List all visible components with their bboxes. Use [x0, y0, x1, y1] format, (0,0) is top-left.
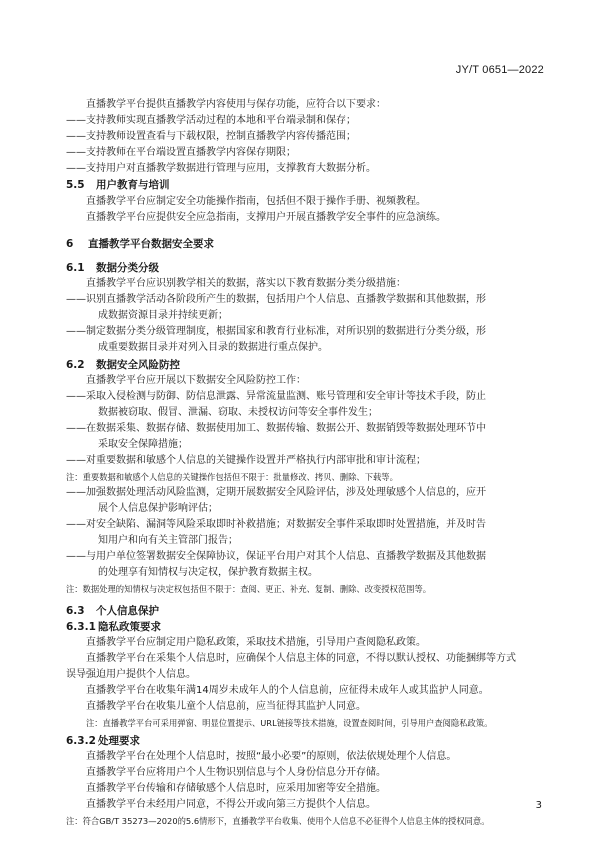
heading-text: 数据分类分级 [96, 262, 159, 274]
clause-heading [66, 238, 214, 250]
paragraph: 直播教学平台在采集个人信息时，应确保个人信息主体的同意，不得以默认授权、功能捆绑等方式 [86, 653, 516, 664]
paragraph: 直播教学平台应制定安全功能操作指南，包括但不限于操作手册、视频教程。 [86, 196, 426, 207]
list-item: 误导强迫用户提供个人信息。 [66, 669, 196, 680]
list-item-continuation: 成重要数据目录并对列入目录的数据进行重点保护。 [98, 342, 328, 353]
paragraph: 直播教学平台应制定用户隐私政策，采取技术措施，引导用户查阅隐私政策。 [86, 637, 426, 648]
list-item-continuation: 知用户和向有关主管部门报告； [98, 535, 238, 546]
note: 注：直播教学平台可采用弹窗、明显位置提示、URL链接等技术措施，设置查阅时间，引导用户查阅隐私政策。 [86, 718, 493, 728]
list-item: ——加强数据处理活动风险监测，定期开展数据安全风险评估，涉及处理敏感个人信息的，应开 [66, 487, 486, 498]
heading-text: 隐私政策要求 [98, 621, 161, 633]
subclause-heading [66, 359, 180, 371]
standard-number: JY/T 0651—2022 [455, 64, 544, 76]
paragraph: 直播教学平台传输和存储敏感个人信息时，应采用加密等安全措施。 [86, 783, 386, 794]
paragraph: 直播教学平台在处理个人信息时，按照“最小必要”的原则，依法依规处理个人信息。 [86, 751, 457, 762]
heading-number: 6.3 [66, 605, 85, 617]
heading-text: 用户教育与培训 [96, 179, 170, 191]
heading-text: 数据安全风险防控 [96, 359, 180, 371]
heading-text: 直播教学平台数据安全要求 [88, 238, 214, 250]
paragraph: 直播教学平台未经用户同意，不得公开或向第三方提供个人信息。 [86, 799, 376, 810]
paragraph: 直播教学平台在收集儿童个人信息前，应当征得其监护人同意。 [86, 701, 366, 712]
paragraph: 直播教学平台应提供安全应急指南，支撑用户开展直播教学安全事件的应急演练。 [86, 212, 446, 223]
page-number: 3 [535, 800, 542, 811]
heading-number: 6.3.2 [66, 735, 96, 747]
paragraph: 直播教学平台应开展以下数据安全风险防控工作： [86, 375, 306, 386]
heading-number: 5.5 [66, 179, 85, 191]
paragraph: 直播教学平台应识别教学相关的数据，落实以下教育数据分类分级措施： [86, 278, 406, 289]
subclause-heading [66, 262, 159, 274]
list-item: ——制定数据分类分级管理制度，根据国家和教育行业标准，对所识别的数据进行分类分级，形 [66, 326, 486, 337]
paragraph: 直播教学平台提供直播教学内容使用与保存功能，应符合以下要求： [86, 99, 386, 110]
heading-number: 6 [66, 238, 74, 250]
paragraph: 直播教学平台应将用户个人生物识别信息与个人身份信息分开存储。 [86, 767, 386, 778]
list-item: ——支持教师设置查看与下载权限，控制直播教学内容传播范围； [66, 131, 356, 142]
heading-number: 6.1 [66, 262, 85, 274]
note: 注：数据处理的知情权与决定权包括但不限于：查阅、更正、补充、复制、删除、改变授权范围等。 [66, 584, 432, 594]
heading-number: 6.2 [66, 359, 85, 371]
heading-text: 个人信息保护 [96, 605, 159, 617]
subclause-heading [66, 605, 159, 617]
list-item-continuation: 的处理享有知情权与决定权，保护教育数据主权。 [98, 567, 318, 578]
list-item-continuation: 采取安全保障措施； [98, 439, 188, 450]
list-item: ——对重要数据和敏感个人信息的关键操作设置并严格执行内部审批和审计流程； [66, 455, 426, 466]
list-item-continuation: 数据被窃取、假冒、泄漏、窃取、未授权访问等安全事件发生； [98, 407, 378, 418]
list-item: ——对安全缺陷、漏洞等风险采取即时补救措施；对数据安全事件采取即时处置措施，并及时告 [66, 519, 486, 530]
list-item: ——与用户单位签署数据安全保障协议，保证平台用户对其个人信息、直播教学数据及其他数据 [66, 551, 486, 562]
heading-number: 6.3.1 [66, 621, 96, 633]
subclause-heading [66, 179, 170, 191]
list-item: ——采取入侵检测与防御、防信息泄露、异常流量监测、账号管理和安全审计等技术手段，防止 [66, 391, 486, 402]
subsubclause-heading [66, 735, 140, 747]
heading-text: 处理要求 [98, 735, 140, 747]
note: 注：重要数据和敏感个人信息的关键操作包括但不限于：批量修改、拷贝、删除、下载等。 [66, 472, 398, 482]
list-item: ——在数据采集、数据存储、数据使用加工、数据传输、数据公开、数据销毁等数据处理环节中 [66, 423, 486, 434]
list-item: ——支持教师实现直播教学活动过程的本地和平台端录制和保存； [66, 115, 356, 126]
list-item-continuation: 展个人信息保护影响评估； [98, 503, 218, 514]
subsubclause-heading [66, 621, 161, 633]
list-item: ——识别直播教学活动各阶段所产生的数据，包括用户个人信息、直播教学数据和其他数据，形 [66, 294, 486, 305]
note: 注：符合GB/T 35273—2020的5.6情形下，直播教学平台收集、使用个人信息不必征得个人信息主体的授权同意。 [66, 816, 490, 826]
paragraph: 直播教学平台在收集年满14周岁未成年人的个人信息前，应征得未成年人或其监护人同意。 [86, 685, 489, 696]
list-item: ——支持教师在平台端设置直播教学内容保存期限； [66, 147, 296, 158]
list-item: ——支持用户对直播教学数据进行管理与应用，支撑教育大数据分析。 [66, 163, 376, 174]
list-item-continuation: 成数据资源目录并持续更新； [98, 310, 228, 321]
